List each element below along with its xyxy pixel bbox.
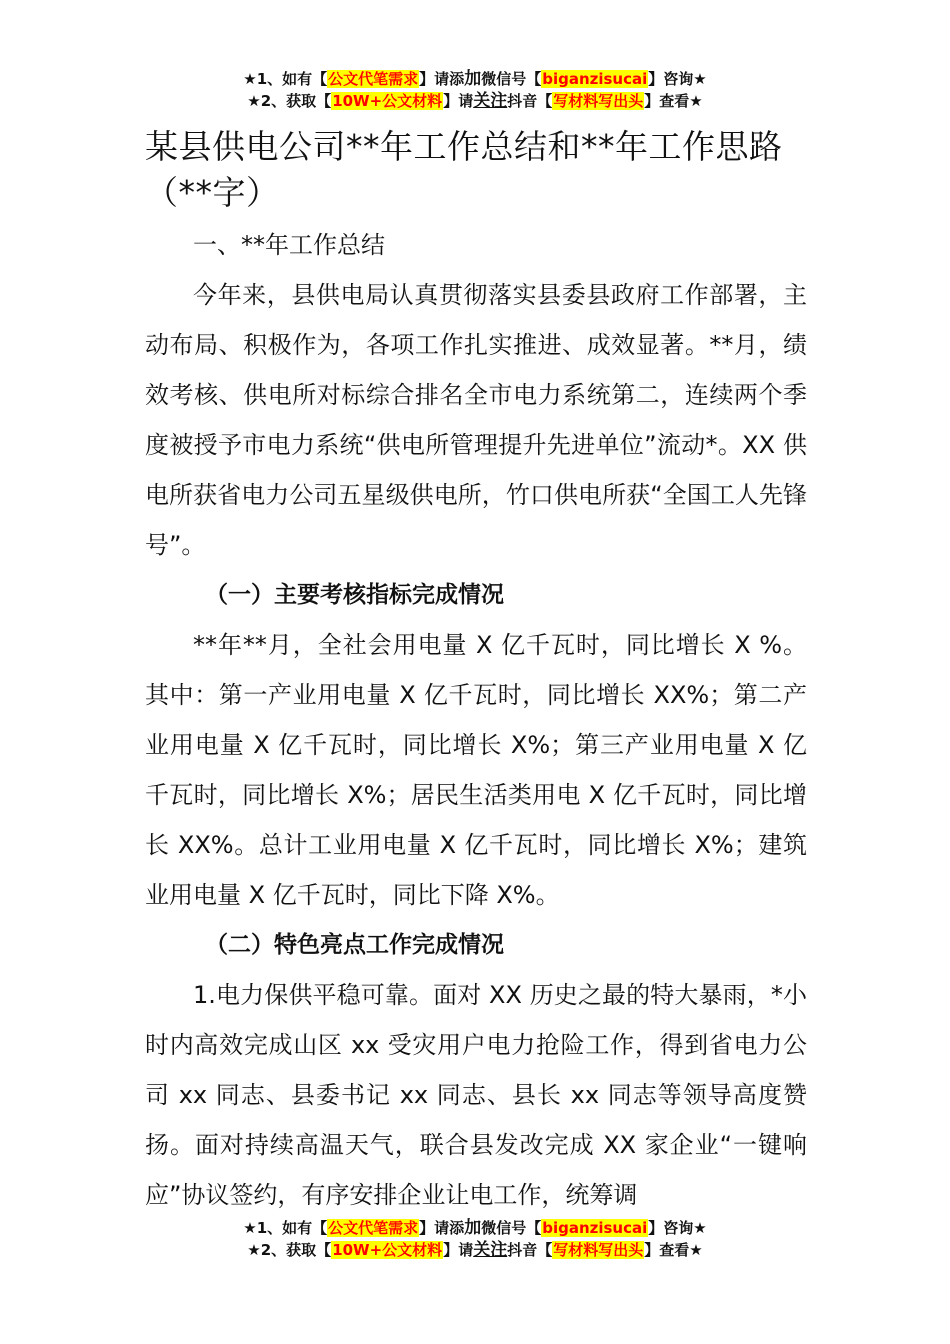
highlights-paragraph: 1.电力保供平稳可靠。面对 XX 历史之最的特大暴雨，*小时内高效完成山区 xx 受灾用户电力抢险工作，得到省电力公司 xx 同志、县委书记 xx 同志、县长 xx 同志等领导高度赞扬。面对持续高温天气，联合县发改完成 XX 家企业“一键响应”协议签约，有序安排企业让电工作，统筹调 <box>145 981 807 1209</box>
promo-text: ★1、如有【 <box>243 1219 328 1237</box>
promo-text: 微信号【 <box>481 70 542 88</box>
indicators-paragraph: **年**月，全社会用电量 X 亿千瓦时，同比增长 X %。其中：第一产业用电量 X 亿千瓦时，同比增长 XX%；第二产业用电量 X 亿千瓦时，同比增长 X%；第三产业用电量 X 亿千瓦时，同比增长 X%；居民生活类用电 X 亿千瓦时，同比增长 XX%。总计工业用电量 X 亿千瓦时，同比增长 X%；建筑业用电量 X 亿千瓦时，同比下降 X%。 <box>145 631 807 909</box>
promo-highlight-service: 公文代笔需求 <box>328 1219 419 1237</box>
promo-banner-top <box>0 68 950 112</box>
section-heading: 一、**年工作总结 <box>193 231 385 259</box>
promo-text: 】请添 <box>419 70 465 88</box>
promo-text: 抖音【 <box>507 92 553 110</box>
promo-text: 】咨询★ <box>648 70 707 88</box>
document-title: 某县供电公司**年工作总结和**年工作思路（**字） <box>145 127 783 212</box>
promo-text: 】请 <box>443 92 474 110</box>
promo-text: 加 <box>464 1218 482 1238</box>
promo-text: 抖音【 <box>507 1241 553 1259</box>
promo-line-2 <box>0 1239 950 1261</box>
promo-text: ★2、获取【 <box>247 92 332 110</box>
promo-text: 加 <box>464 69 482 89</box>
intro-paragraph: 今年来，县供电局认真贯彻落实县委县政府工作部署，主动布局、积极作为，各项工作扎实推进、成效显著。**月，绩效考核、供电所对标综合排名全市电力系统第二，连续两个季度被授予市电力系统“供电所管理提升先进单位”流动*。XX 供电所获省电力公司五星级供电所，竹口供电所获“全国工人先锋号”。 <box>145 281 807 559</box>
promo-text: 关注 <box>473 1240 508 1260</box>
promo-line-1 <box>0 1217 950 1239</box>
promo-highlight-wechat-id: biganzisucai <box>542 70 648 88</box>
promo-text: 】查看★ <box>644 92 703 110</box>
promo-text: 微信号【 <box>481 1219 542 1237</box>
promo-line-2 <box>0 90 950 112</box>
promo-highlight-materials: 10W+公文材料 <box>332 1241 443 1259</box>
subsection-heading-highlights: （二）特色亮点工作完成情况 <box>205 932 504 958</box>
promo-text: 】请 <box>443 1241 474 1259</box>
subsection-heading-indicators: （一）主要考核指标完成情况 <box>205 582 504 608</box>
document-body <box>145 124 807 1220</box>
promo-text: 】查看★ <box>644 1241 703 1259</box>
promo-banner-bottom <box>0 1217 950 1261</box>
promo-text: 】请添 <box>419 1219 465 1237</box>
promo-text: ★2、获取【 <box>247 1241 332 1259</box>
promo-highlight-service: 公文代笔需求 <box>328 70 419 88</box>
promo-highlight-wechat-id: biganzisucai <box>542 1219 648 1237</box>
promo-text: 关注 <box>473 91 508 111</box>
promo-highlight-douyin-id: 写材料写出头 <box>553 92 644 110</box>
promo-text: 】咨询★ <box>648 1219 707 1237</box>
promo-highlight-douyin-id: 写材料写出头 <box>553 1241 644 1259</box>
promo-highlight-materials: 10W+公文材料 <box>332 92 443 110</box>
promo-text: ★1、如有【 <box>243 70 328 88</box>
promo-line-1 <box>0 68 950 90</box>
